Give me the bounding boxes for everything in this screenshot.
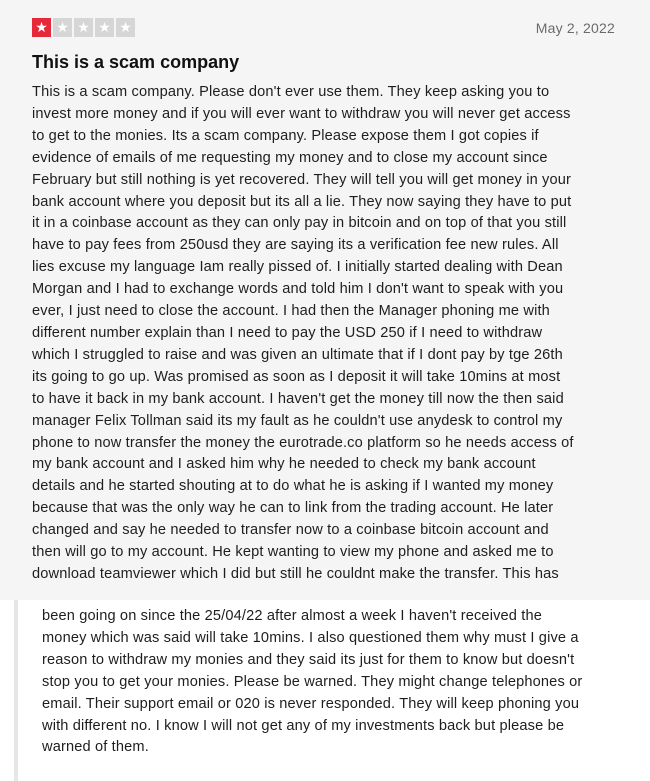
star-icon: ★ — [95, 18, 114, 37]
star-icon: ★ — [74, 18, 93, 37]
star-icon: ★ — [32, 18, 51, 37]
review-body-continuation — [14, 600, 650, 781]
review-body: This is a scam company. Please don't ever use them. They keep asking you to invest more money and if you will ever want to withdraw you will never get access to get to the monies. Its a scam company. Please expose them I got copies if evidence of emails of me requesting my money and to close my account since February but still nothing is yet recovered. They will tell you will get money in your bank account where you deposit but its all a lie. They now saying they have to put it in a coinbase account as they can only pay in bitcoin and on top of that you still have to pay fees from 250usd they are saying its a verification fee new rules. All lies excuse my language Iam really pissed of. I initially started dealing with Dean Morgan and I had to exchange words and told him I don't want to speak with you ever, I just need to close the account. I had then the Manager phoning me with different number explain than I need to pay the USD 250 if I need to withdraw which I struggled to raise and was given an ultimate that if I dont pay by tge 26th its going to go up. Was promised as soon as I deposit it will take 10mins at most to have it back in my bank account. I haven't get the money till now the then said manager Felix Tollman said its my fault as he couldn't use anydesk to control my phone to now transfer the money the eurotrade.co platform so he needs access of my bank account and I asked him why he needed to check my bank account details and he started shouting at to do what he is asking if I wanted my money because that was the only way he can to link from the trading account. He later changed and say he needed to transfer now to a coinbase bitcoin account and then will go to my account. He kept wanting to view my phone and asked me to download teamviewer which I did but still he couldnt make the transfer. This has — [32, 84, 574, 582]
review-body-continuation-text: been going on since the 25/04/22 after almost a week I haven't received the money which was said will take 10mins. I also questioned them why must I give a reason to withdraw my monies and they said its just for them to know but doesn't stop you to get your monies. Please be warned. They might change telephones or email. Their support email or 020 is never responded. They will keep phoning you with different no. I know I will not get any of my investments back but please be warned of them. — [42, 608, 583, 756]
star-rating — [32, 18, 135, 37]
review-date: May 2, 2022 — [535, 20, 615, 36]
star-icon: ★ — [53, 18, 72, 37]
review-title: This is a scam company — [32, 52, 240, 72]
star-icon: ★ — [116, 18, 135, 37]
